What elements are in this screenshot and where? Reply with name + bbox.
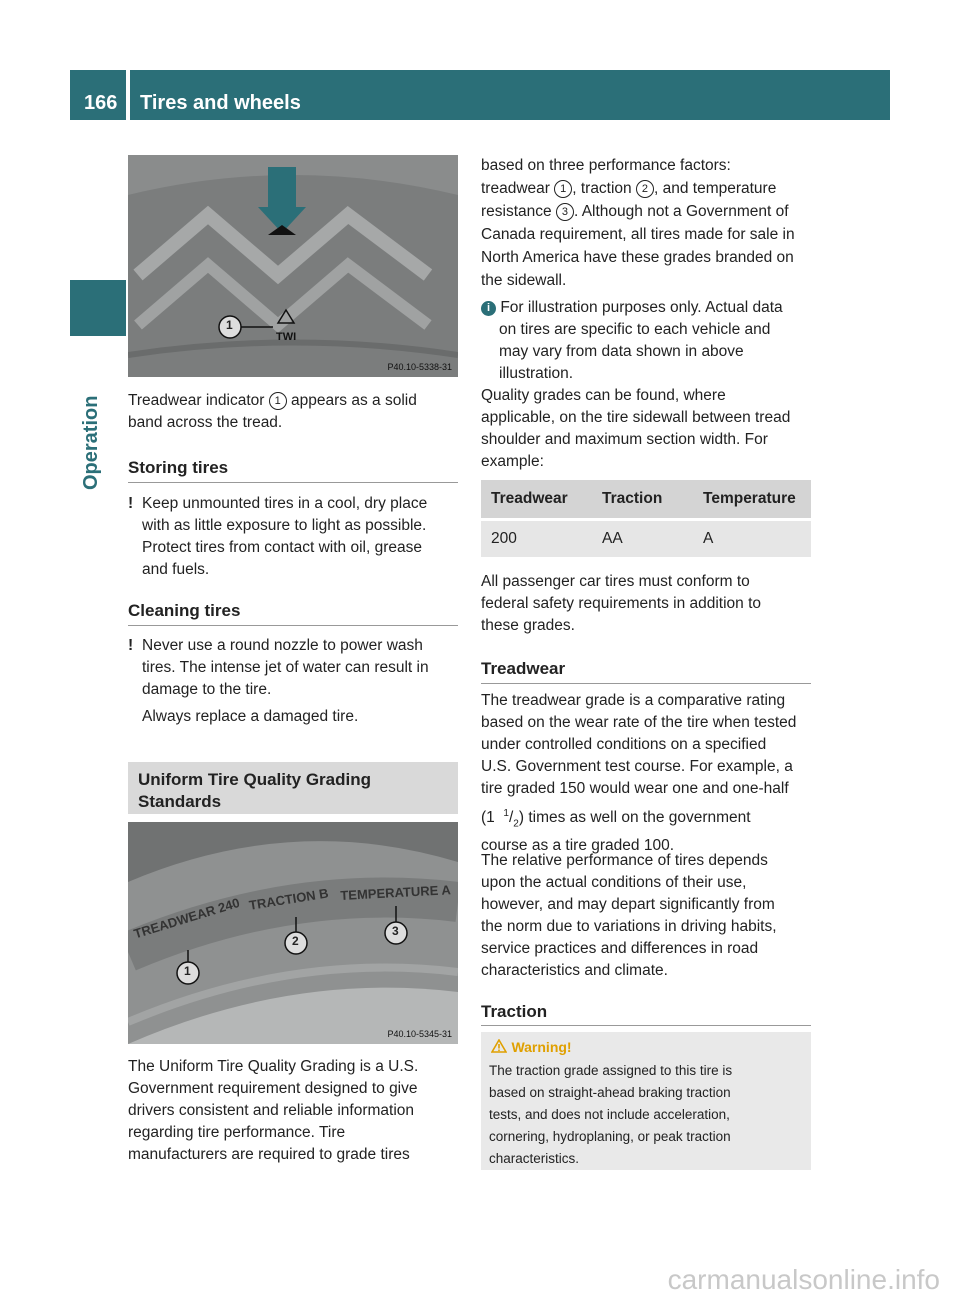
- utqg-heading-band: [128, 762, 458, 814]
- twi-label: TWI: [276, 331, 297, 343]
- traction-heading: Traction: [481, 1002, 548, 1021]
- line: tire graded 150 would wear one and one-half: [481, 780, 789, 797]
- table-row: [481, 520, 811, 558]
- utqg-heading: [128, 762, 458, 813]
- line: may vary from data shown in above: [499, 343, 744, 360]
- treadwear-heading: Treadwear: [481, 659, 566, 678]
- warning-header: [481, 1032, 811, 1057]
- line: The Uniform Tire Quality Grading is a U.S.: [128, 1058, 419, 1075]
- line: The traction grade assigned to this tire is: [489, 1063, 733, 1078]
- chapter-title: Tires and wheels: [140, 92, 301, 114]
- line: Government requirement designed to give: [128, 1080, 418, 1097]
- line: treadwear: [481, 180, 555, 197]
- line: the sidewall.: [481, 272, 567, 289]
- warning-title: Warning!: [511, 1039, 572, 1055]
- line: and fuels.: [142, 561, 210, 578]
- chapter-title-bar: [130, 70, 890, 120]
- callout-2-icon: 2: [636, 180, 654, 198]
- warning-text: [481, 1057, 811, 1170]
- line: illustration.: [499, 365, 574, 382]
- header-traction: Traction: [592, 480, 693, 520]
- line: characteristics.: [489, 1151, 580, 1166]
- callout-2: 2: [292, 934, 299, 948]
- line: Protect tires from contact with oil, grease: [142, 539, 422, 556]
- cell-temperature: A: [693, 520, 811, 558]
- treadwear-paragraph-1: [481, 690, 821, 857]
- line: characteristics and climate.: [481, 962, 668, 979]
- line: example:: [481, 453, 544, 470]
- image-code: P40.10-5345-31: [387, 1029, 452, 1039]
- line: Uniform Tire Quality Grading: [138, 770, 371, 789]
- storing-note: [128, 493, 463, 581]
- utqg-text: [128, 1056, 468, 1166]
- page-number: 166: [84, 92, 118, 114]
- callout-3-icon: 3: [556, 203, 574, 221]
- treadwear-rule: [481, 683, 811, 684]
- callout-3: 3: [392, 924, 399, 938]
- storing-rule: [128, 482, 458, 483]
- line: , and temperature: [653, 180, 777, 197]
- text-part: Treadwear indicator: [128, 392, 269, 409]
- warning-triangle-icon: [491, 1039, 507, 1053]
- tire-tread-illustration: [128, 155, 458, 377]
- text-part: appears as a solid: [286, 392, 417, 409]
- header-temperature: Temperature: [693, 480, 811, 520]
- line: based on three performance factors:: [481, 157, 731, 174]
- treadwear-indicator-text: [128, 390, 463, 434]
- cell-treadwear: 200: [481, 520, 592, 558]
- line: these grades.: [481, 617, 575, 634]
- footer-watermark[interactable]: carmanualsonline.info: [667, 1264, 940, 1295]
- sidebar-section: [70, 340, 126, 500]
- tire-sidewall-image: [128, 822, 458, 1044]
- sidewall-label-treadwear: TREADWEAR 240: [132, 894, 242, 942]
- fraction-rest: ) times as well on the government: [518, 809, 751, 827]
- line: Canada requirement, all tires made for sale in: [481, 226, 795, 243]
- line: The treadwear grade is a comparative rating: [481, 692, 786, 709]
- fraction-whole: (1: [481, 809, 495, 827]
- fraction-line: (1 $^1/_2$) times as well on the government: [481, 808, 751, 830]
- cell-traction: AA: [592, 520, 693, 558]
- line: Always replace a damaged tire.: [142, 708, 359, 725]
- storing-heading: Storing tires: [128, 458, 229, 477]
- header-treadwear: Treadwear: [481, 480, 592, 520]
- line: drivers consistent and reliable information: [128, 1102, 415, 1119]
- info-note: [481, 297, 821, 385]
- line: tests, and does not include acceleration,: [489, 1107, 730, 1122]
- line: applicable, on the tire sidewall between tread: [481, 409, 791, 426]
- quality-grades-text: [481, 385, 821, 473]
- line: service practices and differences in road: [481, 940, 759, 957]
- fraction-numerator: 1: [503, 808, 509, 819]
- info-icon: i: [481, 301, 496, 316]
- callout-1: 1: [184, 964, 191, 978]
- table-header-row: [481, 480, 811, 520]
- conform-text: [481, 571, 821, 637]
- sidewall-label-traction: TRACTION B: [248, 885, 330, 913]
- line: resistance: [481, 203, 556, 220]
- tire-sidewall-illustration: [128, 822, 458, 1044]
- line: , traction: [572, 180, 636, 197]
- line: Standards: [138, 792, 222, 811]
- image-code: P40.10-5338-31: [387, 362, 452, 372]
- line: shoulder and maximum section width. For: [481, 431, 768, 448]
- line: damage to the tire.: [142, 681, 272, 698]
- line: under controlled conditions on a specified: [481, 736, 767, 753]
- callout-1-icon: 1: [554, 180, 572, 198]
- line: the norm due to variations in driving habits,: [481, 918, 777, 935]
- cleaning-heading: Cleaning tires: [128, 601, 241, 620]
- cleaning-note: [128, 635, 463, 728]
- line: however, and may depart significantly from: [481, 896, 775, 913]
- line: on tires are specific to each vehicle and: [499, 321, 771, 338]
- grading-intro: [481, 154, 821, 292]
- line: The relative performance of tires depends: [481, 852, 768, 869]
- caution-icon: !: [128, 637, 134, 654]
- line: upon the actual conditions of their use,: [481, 874, 747, 891]
- warning-box: [481, 1032, 811, 1170]
- line: . Although not a Government of: [573, 203, 789, 220]
- grades-table: [481, 480, 811, 557]
- line: For illustration purposes only. Actual data: [500, 299, 783, 316]
- line: Never use a round nozzle to power wash: [142, 637, 423, 654]
- fraction-denominator: 2: [513, 818, 519, 830]
- line: regarding tire performance. Tire: [128, 1124, 346, 1141]
- line: with as little exposure to light as possible.: [142, 517, 427, 534]
- line: tires. The intense jet of water can result in: [142, 659, 429, 676]
- sidebar-marker: [70, 280, 126, 336]
- line: All passenger car tires must conform to: [481, 573, 750, 590]
- page-number-block: [70, 70, 126, 120]
- treadwear-paragraph-2: [481, 850, 821, 982]
- line: Keep unmounted tires in a cool, dry place: [142, 495, 428, 512]
- line: course as a tire graded 100.: [481, 837, 675, 855]
- tread-indicator-image: [128, 155, 458, 377]
- line: Quality grades can be found, where: [481, 387, 726, 404]
- line: based on the wear rate of the tire when tested: [481, 714, 797, 731]
- caution-icon: !: [128, 495, 134, 512]
- sidewall-label-temperature: TEMPERATURE A: [340, 882, 452, 903]
- line: based on straight-ahead braking traction: [489, 1085, 731, 1100]
- line: North America have these grades branded on: [481, 249, 794, 266]
- text-part: band across the tread.: [128, 414, 283, 431]
- cleaning-rule: [128, 625, 458, 626]
- sidebar-section-label: Operation: [80, 395, 102, 490]
- line: cornering, hydroplaning, or peak traction: [489, 1129, 731, 1144]
- line: federal safety requirements in addition to: [481, 595, 762, 612]
- callout-1: 1: [226, 318, 233, 332]
- callout-1-icon: 1: [269, 392, 287, 410]
- traction-rule: [481, 1025, 811, 1026]
- line: manufacturers are required to grade tires: [128, 1146, 410, 1163]
- line: U.S. Government test course. For example, a: [481, 758, 793, 775]
